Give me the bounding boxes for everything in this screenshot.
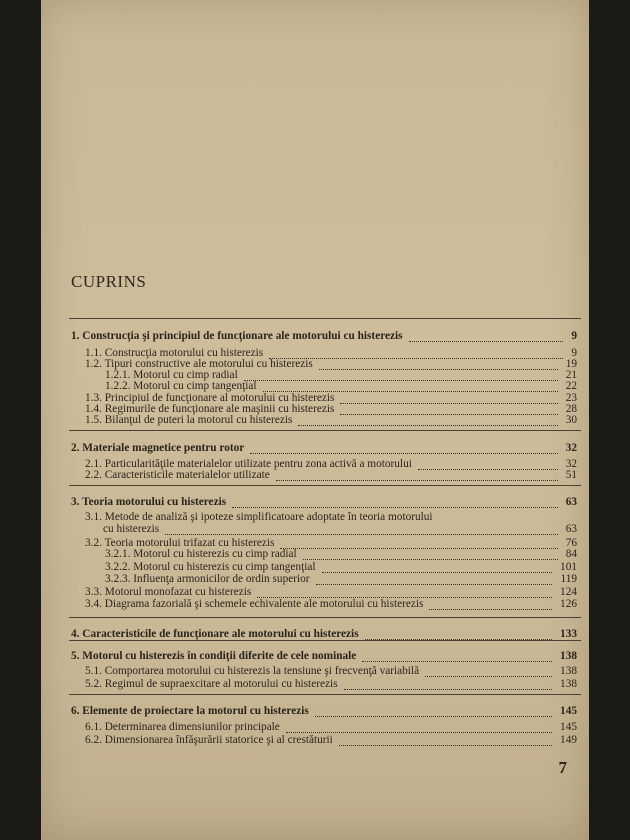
dot-leader bbox=[315, 715, 552, 717]
dot-leader bbox=[339, 744, 552, 746]
toc-entry-label: 3.2. Teoria motorului trifazat cu histerezis bbox=[85, 537, 275, 549]
dot-leader bbox=[365, 638, 552, 640]
toc-entry-label: 4. Caracteristicile de funcţionare ale motorului cu histerezis bbox=[71, 628, 359, 640]
toc-entry-label: 2. Materiale magnetice pentru rotor bbox=[71, 442, 245, 454]
toc-section-entry[interactable] bbox=[41, 677, 589, 691]
toc-entry-label: 3.2.2. Motorul cu histerezis cu cimp tangenţial bbox=[105, 561, 316, 573]
toc-entry-label: 1.2.2. Motorul cu cimp tangenţial bbox=[105, 380, 257, 392]
toc-entry-label: 1. Construcţia şi principiul de funcţionare ale motorului cu histerezis bbox=[71, 330, 403, 342]
toc-section-entry[interactable] bbox=[41, 468, 589, 482]
book-page bbox=[41, 0, 589, 840]
dot-leader bbox=[362, 660, 552, 662]
toc-chapter-entry[interactable] bbox=[41, 441, 589, 455]
toc-entry-label: 5.2. Regimul de supraexcitare al motorului cu histerezis bbox=[85, 678, 338, 690]
toc-entry-page: 32 bbox=[565, 458, 577, 470]
toc-entry-label: 1.5. Bilanţul de puteri la motorul cu histerezis bbox=[85, 414, 293, 426]
toc-entry-page: 138 bbox=[560, 665, 577, 677]
toc-section-entry[interactable] bbox=[41, 413, 589, 427]
toc-entry-label: 5. Motorul cu histerezis în condiţii diferite de cele nominale bbox=[71, 650, 357, 662]
toc-chapter-entry[interactable] bbox=[41, 704, 589, 718]
dot-leader bbox=[276, 479, 558, 481]
toc-entry-label: 3.2.3. Influenţa armonicilor de ordin superior bbox=[105, 573, 310, 585]
toc-section-entry[interactable] bbox=[41, 720, 589, 734]
toc-entry-label: 5.1. Comportarea motorului cu histerezis la tensiune şi frecvenţă variabilă bbox=[85, 665, 420, 677]
toc-entry-label: 1.3. Principiul de funcţionare al motorului cu histerezis bbox=[85, 392, 335, 404]
toc-entry-page: 23 bbox=[565, 392, 577, 404]
toc-entry-label: 1.2.1. Motorul cu cimp radial bbox=[105, 369, 238, 381]
toc-entry-page: 138 bbox=[560, 650, 577, 662]
toc-entry-label: 3.2.1. Motorul cu histerezis cu cimp radial bbox=[105, 548, 297, 560]
toc-entry-label: 2.2. Caracteristicile materialelor utilizate bbox=[85, 469, 270, 481]
toc-entry-label: 1.1. Construcţia motorului cu histerezis bbox=[85, 347, 264, 359]
dot-leader bbox=[250, 452, 558, 454]
toc-entry-label: 3.1. Metode de analiză şi ipoteze simplificatoare adoptate în teoria motorului bbox=[85, 511, 433, 523]
toc-entry-page: 149 bbox=[560, 734, 577, 746]
toc-section-entry[interactable] bbox=[41, 547, 589, 561]
toc-entry-label: 3.4. Diagrama fazorială şi schemele echivalente ale motorului cu histerezis bbox=[85, 598, 424, 610]
section-divider bbox=[69, 318, 581, 319]
page-title: CUPRINS bbox=[71, 272, 147, 291]
toc-chapter-entry[interactable] bbox=[41, 329, 589, 343]
dot-leader bbox=[298, 424, 558, 426]
toc-entry-page: 30 bbox=[565, 414, 577, 426]
toc-entry-label: 6.1. Determinarea dimensiunilor principale bbox=[85, 721, 280, 733]
toc-entry-label: 6.2. Dimensionarea înfăşurării statorice şi al crestăturii bbox=[85, 734, 333, 746]
toc-entry-page: 9 bbox=[571, 330, 577, 342]
toc-entry-page: 138 bbox=[560, 678, 577, 690]
dot-leader bbox=[409, 340, 563, 342]
toc-entry-page: 124 bbox=[560, 586, 577, 598]
page-number: 7 bbox=[558, 758, 567, 777]
toc-entry-label: cu histerezis bbox=[103, 523, 160, 535]
toc-entry-page: 21 bbox=[565, 369, 577, 381]
toc-entry-page: 32 bbox=[565, 442, 577, 454]
toc-entry-page: 145 bbox=[560, 721, 577, 733]
toc-entry-label: 3. Teoria motorului cu histerezis bbox=[71, 496, 227, 508]
toc-section-entry[interactable] bbox=[41, 572, 589, 586]
toc-entry-page: 119 bbox=[560, 573, 577, 585]
toc-entry-page: 63 bbox=[565, 523, 577, 535]
toc-entry-page: 84 bbox=[565, 548, 577, 560]
toc-entry-page: 145 bbox=[560, 705, 577, 717]
section-divider bbox=[69, 617, 581, 618]
toc-chapter-entry[interactable] bbox=[41, 495, 589, 509]
toc-entry-page: 133 bbox=[560, 628, 577, 640]
toc-chapter-entry[interactable] bbox=[41, 649, 589, 663]
toc-entry-page: 76 bbox=[565, 537, 577, 549]
toc-entry-label: 1.4. Regimurile de funcţionare ale maşinii cu histerezis bbox=[85, 403, 335, 415]
dot-leader bbox=[165, 533, 558, 535]
section-divider bbox=[69, 485, 581, 486]
toc-entry-label: 3.3. Motorul monofazat cu histerezis bbox=[85, 586, 252, 598]
section-divider bbox=[69, 694, 581, 695]
toc-section-entry[interactable] bbox=[41, 733, 589, 747]
toc-entry-page: 63 bbox=[565, 496, 577, 508]
toc-entry-page: 28 bbox=[565, 403, 577, 415]
section-divider bbox=[69, 430, 581, 431]
dot-leader bbox=[344, 688, 552, 690]
toc-section-entry[interactable] bbox=[41, 664, 589, 678]
dot-leader bbox=[429, 608, 552, 610]
toc-entry-page: 51 bbox=[565, 469, 577, 481]
toc-entry-page: 101 bbox=[560, 561, 577, 573]
toc-entry-page: 22 bbox=[565, 380, 577, 392]
toc-section-entry[interactable] bbox=[41, 597, 589, 611]
toc-section-entry[interactable] bbox=[41, 522, 589, 536]
toc-entry-label: 2.1. Particularităţile materialelor utilizate pentru zona activă a motorului bbox=[85, 458, 412, 470]
toc-entry-page: 9 bbox=[571, 347, 577, 359]
dot-leader bbox=[232, 506, 558, 508]
toc-entry-page: 19 bbox=[565, 358, 577, 370]
toc-entry-label: 6. Elemente de proiectare la motorul cu histerezis bbox=[71, 705, 309, 717]
toc-chapter-entry[interactable] bbox=[41, 627, 589, 641]
toc-entry-label: 1.2. Tipuri constructive ale motorului cu histerezis bbox=[85, 358, 313, 370]
toc-entry-page: 126 bbox=[560, 598, 577, 610]
